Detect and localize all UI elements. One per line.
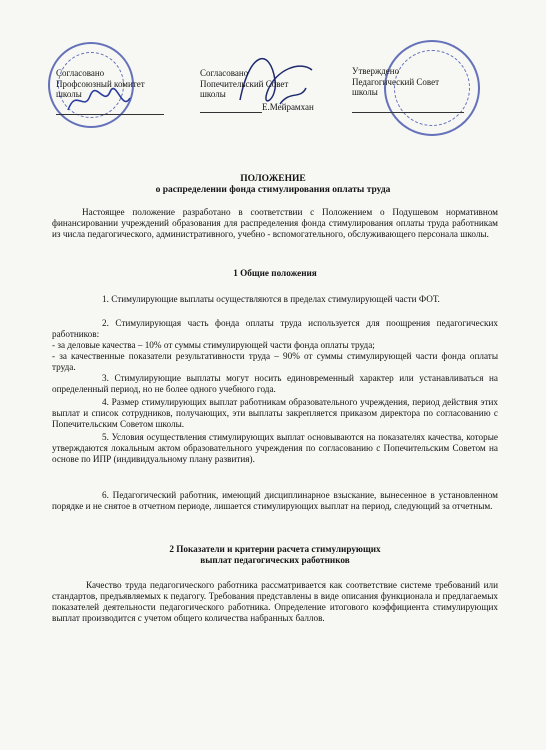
document-subtitle: о распределении фонда стимулирования оплаты труда xyxy=(155,185,391,195)
section-1-heading: 1 Общие положения xyxy=(233,268,317,278)
signature-line-middle xyxy=(200,112,262,113)
approval-board xyxy=(200,68,340,100)
section-1-item-1: 1. Стимулирующие выплаты осуществляются в пределах стимулирующей части ФОТ. xyxy=(102,294,440,304)
approval-trade-union xyxy=(56,68,186,100)
section-2-heading-line2: выплат педагогических работников xyxy=(200,555,350,565)
approval-middle-line2: Попечительский Совет xyxy=(200,78,289,89)
section-1-item-5: 5. Условия осуществления стимулирующих выплат основываются на показателях качества, которые утверждаются локальным актом образовательного учреждения по согласованию с Попечительским Советом на основе по ИПР (индивидуальному плану развития). xyxy=(52,432,498,465)
section-1-item-3: 3. Стимулирующие выплаты могут носить единовременный характер или устанавливаться на определенный период, но не более одного учебного года. xyxy=(52,373,498,395)
approval-right-line2: Педагогический Совет xyxy=(352,76,440,87)
section-1-item-6: 6. Педагогический работник, имеющий дисциплинарное взыскание, вынесенное в установленном порядке и не снятое в отчетном периоде, лишается стимулирующих выплат на период, следующий за отчетным. xyxy=(52,490,498,512)
section-1-item-2b: - за качественные показатели результативности труда – 90% от суммы стимулирующей части фонда оплаты труда. xyxy=(52,351,498,373)
section-2-heading xyxy=(52,544,498,566)
section-1-item-4: 4. Размер стимулирующих выплат работникам образовательного учреждения, период действия этих выплат и список сотрудников, получающих, эти выплаты закрепляется приказом директора по согласованию с Попечительским Советом школы. xyxy=(52,397,498,430)
approval-pedagogical-council xyxy=(352,66,482,98)
document-title: ПОЛОЖЕНИЕ xyxy=(240,174,306,184)
signature-line-left xyxy=(56,114,164,115)
section-2-heading-line1: 2 Показатели и критерии расчета стимулирующих xyxy=(169,544,381,554)
section-1-item-2: 2. Стимулирующая часть фонда оплаты труда используется для поощрения педагогических работников: xyxy=(52,318,498,340)
approval-middle-line3: школы xyxy=(200,89,226,99)
approval-left-line3: школы xyxy=(56,89,82,99)
approval-right-line1: Утверждено xyxy=(352,66,400,76)
approval-right-line3: школы xyxy=(352,87,378,97)
section-2-paragraph: Качество труда педагогического работника рассматривается как соответствие системе требований или стандартов, предъявляемых к педагогу. Требования представлены в виде описания функционала и предлагаемых показателей деятельности педагогического работника. Определение итогового коэффициента стимулирующих выплат производится с учетом общего количества набранных баллов. xyxy=(52,580,498,624)
approval-middle-line1: Согласовано xyxy=(200,68,249,78)
section-1-item-2a: - за деловые качества – 10% от суммы стимулирующей части фонда оплаты труда; xyxy=(52,340,375,350)
approval-left-line2: Профсоюзный комитет xyxy=(56,78,145,89)
approval-left-line1: Согласовано xyxy=(56,68,105,78)
intro-paragraph: Настоящее положение разработано в соответствии с Положением о Подушевом нормативном финансировании учреждений образования для распределения фонда стимулирования оплаты труда работникам из числа педагогического, административного, учебно - вспомогательного, обслуживающего персонала школы. xyxy=(52,207,498,240)
approval-middle-signer: Е.Мейрамхан xyxy=(262,102,314,112)
signature-line-right xyxy=(352,112,464,113)
